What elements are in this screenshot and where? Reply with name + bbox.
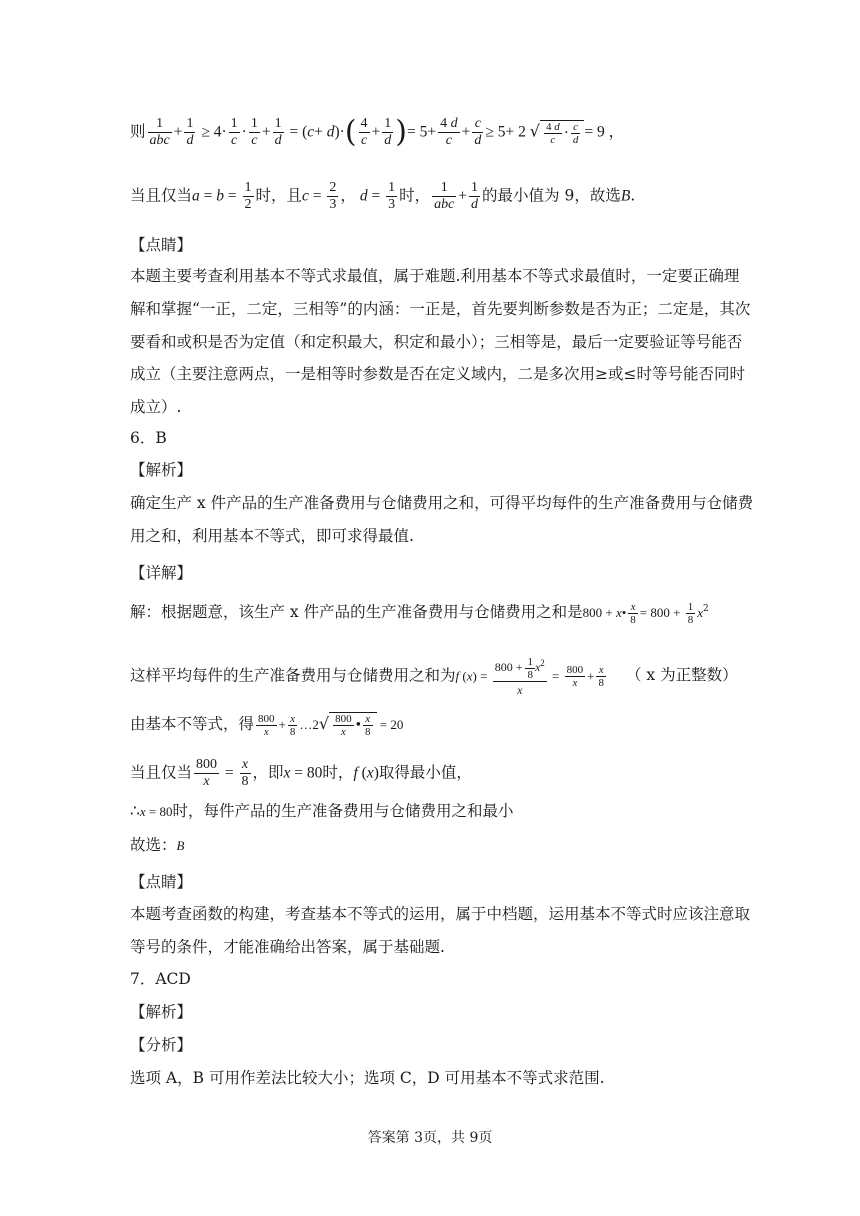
math-line-equality-x80: 当且仅当 $\frac{800}{x}$ = $\frac{x}{8}$ ，即x = 80时，f (x)取得最小值， [130, 757, 472, 789]
note: （ x 为正整数） [625, 666, 738, 685]
text: 时，且 [255, 186, 303, 205]
text: ，即 [252, 763, 284, 782]
fraction: $\frac{800}{x}$ [566, 663, 584, 689]
fraction: $\frac{800}{x}$ [258, 712, 275, 738]
paragraph-line: 成立（主要注意两点，一是相等时参数是否在定义域内，二是多次用≥或≤时等号能否同时 [130, 365, 745, 383]
paragraph-line: 成立）. [130, 398, 182, 416]
fraction: $\frac{1}{8}$ [687, 600, 694, 626]
fraction: 800 + $\frac{1}{8}$ $x^2$ x [494, 655, 545, 697]
math-line-equality-condition: 当且仅当a = b = $\frac{1}{2}$ 时，且c = $\frac{2}{3}$ ， d = $\frac{1}{3}$ 时， $\frac{1}{\text{abc}}$ + $\frac{1}{d}$ 的最小值为 9，故选B. [130, 180, 636, 212]
answer-choice: B [176, 838, 185, 853]
question-number-6: 6．B [130, 429, 167, 447]
text: 的最小值为 9，故选 [482, 186, 621, 205]
fraction: $\frac{1}{\text{abc}}$ [149, 116, 170, 148]
paragraph-line: 要看和或积是否为定值（和定积最大，积定和最小）；三相等是，最后一定要验证等号能否 [130, 333, 743, 351]
text: 故选： [130, 836, 177, 854]
question-number-7: 7．ACD [130, 970, 191, 988]
fraction: $\frac{x}{8}$ [289, 712, 296, 738]
punctuation: . [630, 186, 636, 205]
math-line-total-cost: 解：根据题意，该生产 x 件产品的生产准备费用与仓储费用之和是800 + x• $\frac{x}{8}$ = 800 + $\frac{1}{8}$ $x^2$ [130, 600, 709, 626]
text: 由基本不等式，得 [130, 715, 255, 733]
fraction: $\frac{x}{8}$ [598, 663, 604, 689]
section-heading-dianjing: 【点睛】 [130, 873, 193, 891]
math-line-inequality-chain: 则 $\frac{1}{\text{abc}}$ + $\frac{1}{d}$ ≥ 4· $\frac{1}{c}$ · $\frac{1}{c}$ + $\frac{1}{d}$ = (c+ d)·( $\frac{4}{c}$ + $\frac{1}{d}$ )= 5+ $\frac{4 d}{c}$ + $\frac{c}{d}$ ≥ 5+ 2 √ $\frac{4 d}{c}$ · $\frac{c}{d}$ = 9 ， [130, 114, 625, 150]
paragraph-line: 等号的条件，才能准确给出答案，属于基础题. [130, 938, 445, 956]
fraction: $\frac{1}{3}$ [388, 180, 396, 212]
text: 时， [399, 186, 431, 205]
therefore-symbol: ∴ [130, 803, 140, 820]
paragraph-line: 解和掌握“一正，二定，三相等”的内涵：一正是，首先要判断参数是否为正；二定是，其次 [130, 300, 751, 318]
sqrt: $\frac{800}{x}$ • $\frac{x}{8}$ [329, 712, 376, 738]
math-line-average-cost: 这样平均每件的生产准备费用与仓储费用之和为f (x) = 800 + $\frac{1}{8}$ $x^2$ x = $\frac{800}{x}$ + $\frac{x}{8}$ （ x 为正整数） [130, 655, 738, 697]
section-heading-dianjing: 【点睛】 [130, 236, 193, 254]
fraction: $\frac{1}{d}$ [186, 116, 194, 148]
section-heading-fenxi: 【分析】 [130, 1036, 193, 1054]
fraction: $\frac{1}{d}$ [471, 180, 479, 212]
text: 时， [322, 763, 354, 782]
fraction: $\frac{1}{c}$ [250, 116, 258, 148]
fraction: $\frac{800}{x}$ [196, 757, 218, 789]
section-heading-jiexi: 【解析】 [130, 461, 193, 479]
answer-choice: B [620, 187, 631, 205]
section-heading-jiexi: 【解析】 [130, 1003, 193, 1021]
text: 解：根据题意，该生产 x 件产品的生产准备费用与仓储费用之和是 [130, 603, 583, 622]
fraction: $\frac{1}{c}$ [230, 116, 238, 148]
sqrt: $\frac{4 d}{c}$ · $\frac{c}{d}$ [540, 120, 584, 146]
fraction: $\frac{2}{3}$ [329, 180, 337, 212]
text: 当且仅当 [130, 186, 193, 205]
fraction: $\frac{c}{d}$ [474, 116, 482, 148]
math-line-conclusion: ∴x = 80时，每件产品的生产准备费用与仓储费用之和最小 [130, 802, 514, 820]
fraction: $\frac{x}{8}$ [241, 757, 249, 789]
text: 这样平均每件的生产准备费用与仓储费用之和为 [130, 666, 456, 685]
paragraph-line: 确定生产 x 件产品的生产准备费用与仓储费用之和，可得平均每件的生产准备费用与仓储费 [130, 494, 754, 512]
text: ， [340, 186, 356, 205]
fraction: $\frac{4 d}{c}$ [440, 116, 458, 148]
fraction: $\frac{1}{2}$ [244, 180, 252, 212]
punctuation: ， [608, 122, 625, 141]
math-line-basic-inequality: 由基本不等式，得 $\frac{800}{x}$ + $\frac{x}{8}$ …2√ $\frac{800}{x}$ • $\frac{x}{8}$ = 20 [130, 712, 404, 738]
paragraph-line: 本题主要考查利用基本不等式求最值，属于难题.利用基本不等式求最值时，一定要正确理 [130, 267, 740, 285]
text: 时，每件产品的生产准备费用与仓储费用之和最小 [172, 802, 514, 820]
answer-line [130, 834, 184, 857]
paragraph-line: 本题考查函数的构建，考查基本不等式的运用，属于中档题，运用基本不等式时应该注意取 [130, 905, 751, 923]
fraction: $\frac{1}{d}$ [274, 116, 282, 148]
text: 当且仅当 [130, 763, 193, 782]
paragraph-line: 选项 A，B 可用作差法比较大小；选项 C，D 可用基本不等式求范围. [130, 1069, 605, 1087]
fraction: $\frac{x}{8}$ [630, 600, 636, 626]
fraction: $\frac{1}{\text{abc}}$ [434, 180, 455, 212]
fraction: $\frac{4}{c}$ [360, 116, 368, 148]
text-ze: 则 [130, 122, 146, 141]
section-heading-xiangjie: 【详解】 [130, 564, 193, 582]
text: 取得最小值， [378, 763, 472, 782]
fraction: $\frac{1}{d}$ [384, 116, 392, 148]
paragraph-line: 用之和，利用基本不等式，即可求得最值. [130, 527, 414, 545]
page-footer: 答案第 3页，共 9页 [367, 1130, 493, 1146]
